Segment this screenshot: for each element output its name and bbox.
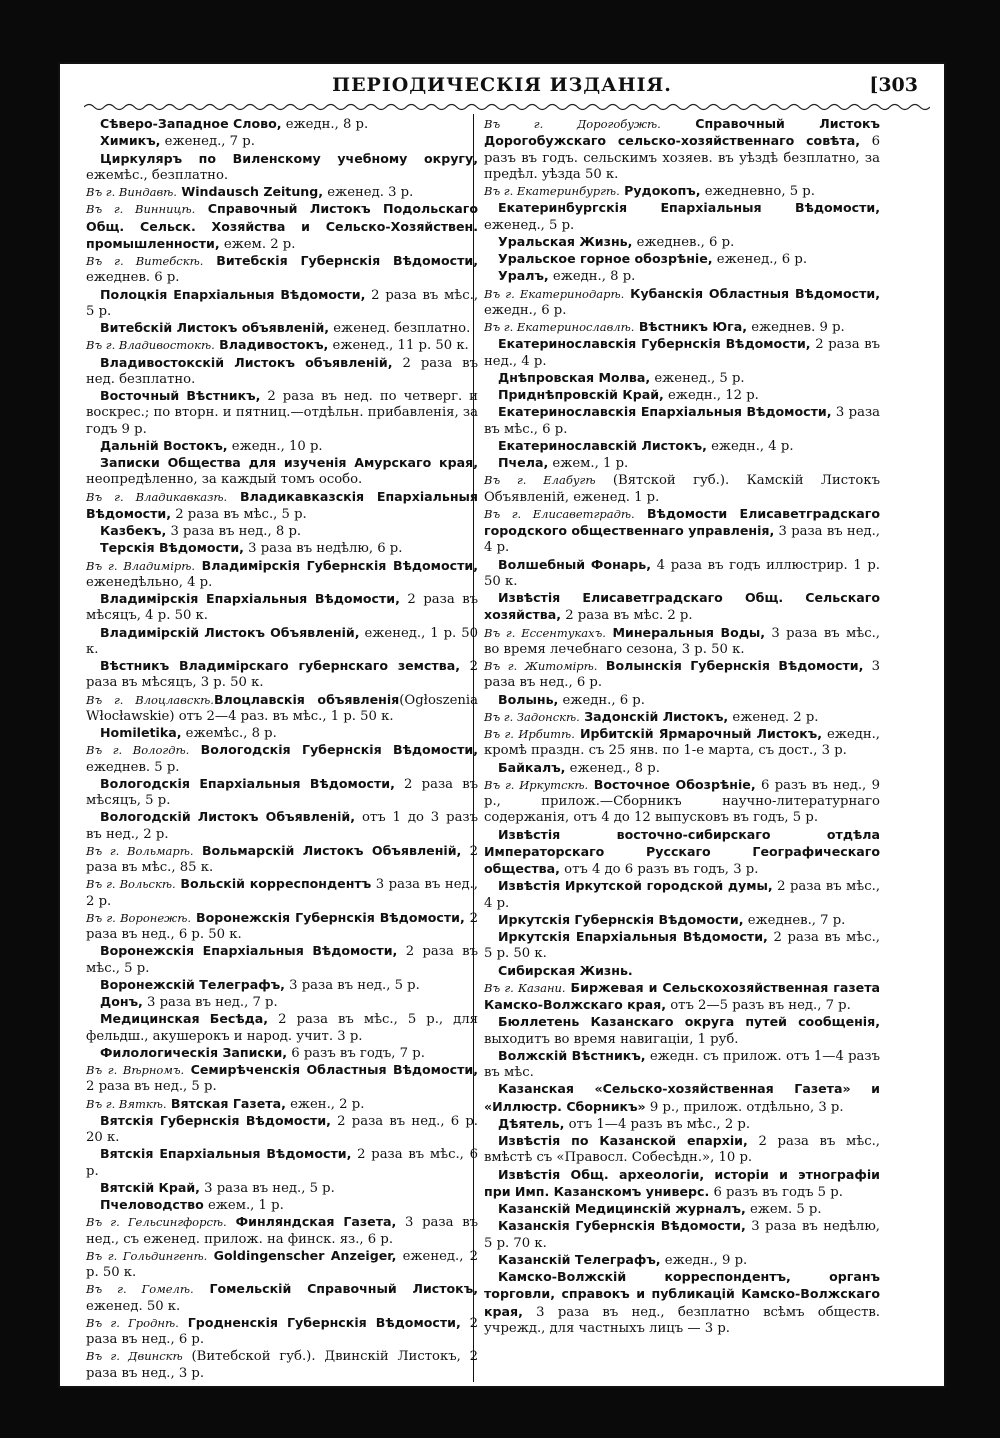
- periodical-entry: [86, 1281, 478, 1315]
- periodical-entry: [86, 151, 478, 185]
- city-label: Въ г. Гроднѣ.: [86, 1315, 179, 1330]
- periodical-title: Витебскія Губернскія Вѣдомости,: [203, 253, 478, 268]
- periodical-details: 3 раза въ нед., 2 р.: [86, 877, 478, 909]
- periodical-entry: [86, 438, 478, 455]
- city-label: Въ г. Владивостокѣ.: [86, 338, 215, 353]
- periodical-title: Восточный Вѣстникъ,: [100, 388, 261, 403]
- periodical-details: ежедн., 4 р.: [706, 438, 794, 454]
- periodical-details: 3 раза въ недѣлю, 5 р. 70 к.: [484, 1219, 880, 1251]
- city-label: Въ г. Ирбитѣ.: [484, 727, 575, 741]
- periodical-entry: [86, 843, 478, 877]
- periodical-title: Пчела,: [498, 455, 549, 470]
- page-title: ПЕРІОДИЧЕСКІЯ ИЗДАНІЯ.: [332, 74, 672, 96]
- periodical-title: Казанскія Губернскія Вѣдомости,: [498, 1218, 746, 1234]
- periodical-details: 2 раза въ нед., 6 р. 20 к.: [86, 1113, 478, 1145]
- periodical-details: еженед., 5 р.: [484, 217, 575, 233]
- periodical-details: неопредѣленно, за каждый томъ особо.: [86, 472, 363, 488]
- periodical-entry: [484, 590, 880, 625]
- periodical-title: Екатеринославскія Епархіальныя Вѣдомости,: [498, 404, 832, 420]
- periodical-title: Восточное Обозрѣніе,: [588, 776, 756, 792]
- periodical-title: Сибирская Жизнь.: [498, 962, 633, 978]
- periodical-entry: [86, 725, 478, 742]
- periodical-details: ежем., 1 р.: [548, 456, 629, 471]
- periodical-title: Вѣстникъ Владимірскаго губернскаго земства,: [100, 658, 460, 673]
- city-label: Въ г. Казани.: [484, 980, 566, 995]
- city-label: Въ г. Ессентукахъ.: [484, 625, 606, 640]
- periodical-details: еженедѣльно, 4 р.: [86, 574, 213, 590]
- periodical-details: ежедн., 6 р.: [484, 302, 567, 318]
- city-label: Въ г. Гомелѣ.: [86, 1282, 194, 1297]
- periodical-title: Рудокопъ,: [619, 183, 701, 198]
- periodical-details: отъ 1 до 3 разъ въ нед., 2 р.: [86, 810, 479, 842]
- periodical-details: 3 раза въ нед., 7 р.: [142, 995, 278, 1010]
- periodical-details: ежем. 5 р.: [745, 1202, 822, 1217]
- periodical-title: Вологодскій Листокъ Объявленій,: [100, 809, 356, 825]
- periodical-entry: [484, 286, 880, 320]
- periodical-title: Дальній Востокъ,: [100, 437, 228, 453]
- periodical-title: Витебскій Листокъ объявленій,: [100, 320, 330, 335]
- periodical-details: ежедн., 8 р.: [281, 117, 369, 132]
- periodical-title: Химикъ,: [100, 133, 161, 149]
- periodical-details: 9 р., прилож. отдѣльно, 3 р.: [645, 1099, 844, 1115]
- periodical-details: ежем., 1 р.: [203, 1198, 284, 1213]
- periodical-entry: [484, 370, 880, 387]
- periodical-entry: [86, 910, 478, 944]
- city-label: Въ г. Влоцлавскѣ.: [86, 692, 214, 707]
- periodical-entry: [86, 1248, 478, 1282]
- periodical-title: Владивостокъ,: [214, 337, 329, 353]
- periodical-entry: [484, 827, 880, 879]
- periodical-entry: [484, 1133, 880, 1167]
- periodical-title: Homiletika,: [100, 725, 182, 740]
- periodical-details: 2 раза въ нед., 5 р.: [86, 1079, 217, 1095]
- periodical-entry: [86, 201, 478, 253]
- periodical-entry: [484, 404, 880, 438]
- periodical-entry: [86, 558, 478, 592]
- periodical-title: Донъ,: [100, 994, 143, 1009]
- periodical-details: 2 раза въ мѣс., 5 р., для фельдш., акушерокъ и народ. учит. 3 р.: [86, 1012, 478, 1044]
- periodical-title: Справочный Листокъ Подольскаго Общ. Сельск. Хозяйства и Сельско-Хозяйствен. промышленности,: [86, 201, 478, 251]
- periodical-entry: [484, 1252, 880, 1269]
- periodical-title: Вольмарскій Листокъ Объявленій,: [193, 842, 462, 858]
- periodical-title: Вѣстникъ Юга,: [634, 319, 748, 334]
- right-column: [484, 116, 880, 1337]
- periodical-entry: [86, 625, 478, 659]
- city-label: Въ г. Вольскѣ.: [86, 877, 176, 892]
- periodical-entry: [484, 1081, 880, 1116]
- periodical-details: ежедн., 10 р.: [227, 438, 323, 454]
- periodical-title: Извѣстія Елисаветградскаго Общ. Сельскаго хозяйства,: [484, 590, 880, 623]
- periodical-entry: [86, 591, 478, 625]
- periodical-title: Windausch Zeitung,: [176, 184, 324, 199]
- city-label: Въ г. Виндавѣ.: [86, 185, 177, 199]
- periodical-details: еженед. безплатно.: [329, 321, 471, 336]
- periodical-entry: [484, 200, 880, 234]
- periodical-title: Волынскія Губернскія Вѣдомости,: [597, 658, 864, 673]
- periodical-entry: [86, 742, 478, 776]
- periodical-details: (Вятской губ.). Камскій Листокъ Объявленій, еженед. 1 р.: [484, 473, 880, 505]
- page-header: [60, 64, 944, 100]
- periodical-title: Иркутскія Епархіальныя Вѣдомости,: [498, 929, 768, 944]
- periodical-details: 6 разъ въ нед., 9 р., прилож.—Сборникъ научно-литературнаго содержанія, отъ 4 до 12 выпусковъ въ годъ, 5 р.: [484, 777, 880, 826]
- periodical-title: Владикавказскія Епархіальныя Вѣдомости,: [86, 488, 478, 521]
- periodical-title: Вятскія Губернскія Вѣдомости,: [100, 1112, 331, 1128]
- city-label: Въ г. Вяткѣ.: [86, 1096, 167, 1111]
- periodical-entry: [484, 980, 880, 1015]
- periodical-details: (Ogłoszenia Włocławskie) отъ 2—4 раз. въ мѣс., 1 р. 50 к.: [86, 692, 478, 724]
- periodical-entry: [86, 1197, 478, 1214]
- periodical-title: Извѣстія по Казанской епархіи,: [498, 1133, 748, 1148]
- periodical-details: 2 раза въ мѣс. 2 р.: [561, 608, 693, 624]
- periodical-entry: [484, 1116, 880, 1133]
- periodical-details: 2 раза въ мѣс., вмѣстѣ съ «Правосл. Собесѣдн.», 10 р.: [484, 1134, 881, 1166]
- periodical-details: еженед. 3 р.: [323, 185, 414, 200]
- periodical-entry: [86, 1146, 478, 1180]
- periodical-details: ежедн., 9 р.: [660, 1252, 748, 1268]
- periodical-title: Вятская Газета,: [166, 1095, 286, 1111]
- periodical-title: Гродненскія Губернскія Вѣдомости,: [178, 1314, 461, 1330]
- periodical-entry: [86, 116, 478, 133]
- city-label: Въ г. Двинскѣ: [86, 1349, 183, 1364]
- periodical-entry: [484, 506, 880, 557]
- periodical-title: Извѣстія Иркутской городской думы,: [498, 878, 773, 894]
- periodical-details: 3 раза въ нед., 6 р.: [484, 659, 880, 691]
- periodical-entry: [484, 387, 880, 404]
- periodical-entry: [86, 1214, 478, 1248]
- periodical-details: 3 раза въ нед., 5 р.: [199, 1180, 335, 1196]
- periodical-details: 2 раза въ нед., 6 р.: [86, 1315, 478, 1347]
- periodical-entry: [86, 355, 478, 389]
- periodical-title: Полоцкія Епархіальныя Вѣдомости,: [100, 286, 366, 302]
- periodical-details: ежедн., 6 р.: [558, 692, 645, 708]
- periodical-entry: [484, 234, 880, 251]
- periodical-entry: [484, 658, 880, 692]
- periodical-entry: [484, 1201, 880, 1218]
- periodical-entry: [86, 287, 478, 321]
- periodical-title: Сѣверо-Западное Слово,: [100, 116, 282, 131]
- periodical-title: Волшебный Фонарь,: [498, 556, 652, 572]
- periodical-entry: [86, 455, 478, 489]
- periodical-title: Екатеринославскія Губернскія Вѣдомости,: [498, 336, 811, 352]
- periodical-entry: [86, 184, 478, 201]
- periodical-entry: [86, 1348, 478, 1382]
- periodical-details: 2 раза въ мѣс., 5 р.: [171, 506, 307, 522]
- periodical-title: Уральское горное обозрѣніе,: [498, 251, 713, 266]
- periodical-details: еженед., 6 р.: [712, 252, 808, 267]
- periodical-title: Уралъ,: [498, 268, 549, 284]
- periodical-details: ежеднев., 6 р.: [632, 234, 735, 250]
- periodical-details: еженед. 50 к.: [86, 1298, 181, 1314]
- periodical-title: Казанскій Телеграфъ,: [498, 1251, 661, 1267]
- periodical-details: еженед., 2 р. 50 к.: [86, 1248, 478, 1280]
- periodical-details: ежеднев. 9 р.: [747, 320, 845, 335]
- periodical-entry: [484, 1167, 880, 1202]
- periodical-entry: [86, 1045, 478, 1062]
- periodical-details: ежеднев. 5 р.: [86, 759, 180, 775]
- periodical-entry: [484, 1269, 880, 1337]
- city-label: Въ г. Владимірѣ.: [86, 558, 196, 573]
- periodical-title: Казанская «Сельско-хозяйственная Газета» и «Иллюстр. Сборникъ»: [484, 1081, 880, 1114]
- periodical-details: еженед., 8 р.: [565, 760, 660, 776]
- periodical-title: Справочный Листокъ Дорогобужскаго сельско-хозяйственнаго совѣта,: [484, 116, 880, 149]
- periodical-entry: [484, 912, 880, 929]
- periodical-title: Записки Общества для изученія Амурскаго края,: [100, 455, 478, 470]
- periodical-details: еженед., 5 р.: [650, 370, 745, 386]
- periodical-details: ежемѣс., безплатно.: [86, 167, 229, 183]
- periodical-entry: [86, 388, 478, 438]
- periodical-entry: [86, 540, 478, 557]
- periodical-details: ежеднев., 7 р.: [743, 912, 846, 928]
- periodical-entry: [86, 1180, 478, 1197]
- periodical-details: ежен., 2 р.: [285, 1096, 365, 1112]
- periodical-details: ежедн., 12 р.: [663, 388, 759, 403]
- periodical-title: Финляндская Газета,: [226, 1214, 397, 1230]
- periodical-details: 2 раза въ нед., 4 р.: [484, 337, 881, 369]
- periodical-entry: [484, 963, 880, 980]
- page-sheet: [58, 62, 946, 1388]
- periodical-title: Воронежскія Губернскія Вѣдомости,: [191, 909, 465, 925]
- city-label: Въ г. Гельсингфорсѣ.: [86, 1215, 227, 1230]
- periodical-details: 3 раза въ мѣс., во время лечебнаго сезона, 3 р. 50 к.: [484, 625, 880, 657]
- periodical-title: Влоцлавскія объявленія: [213, 691, 400, 707]
- periodical-entry: [484, 319, 880, 336]
- periodical-title: Казбекъ,: [100, 523, 167, 538]
- page-number: [303: [869, 74, 918, 96]
- periodical-title: Вятскій Край,: [100, 1179, 200, 1195]
- periodical-details: 6 разъ въ годъ 5 р.: [709, 1184, 843, 1200]
- periodical-details: выходитъ во время навигаціи, 1 руб.: [484, 1031, 739, 1047]
- periodical-title: Камско-Волжскій корреспондентъ, органъ торговли, справокъ и публикацій Камско-Волжскаго края,: [484, 1269, 880, 1319]
- periodical-details: (Витебской губ.). Двинскій Листокъ, 2 раза въ нед., 3 р.: [86, 1349, 479, 1381]
- periodical-title: Владивостокскій Листокъ объявленій,: [100, 354, 393, 370]
- periodical-entry: [484, 1014, 880, 1048]
- city-label: Въ г. Гольдингенѣ.: [86, 1248, 208, 1263]
- periodical-entry: [86, 320, 478, 337]
- periodical-entry: [484, 336, 880, 370]
- periodical-entry: [484, 692, 880, 709]
- periodical-title: Воронежскія Епархіальныя Вѣдомости,: [100, 943, 398, 959]
- periodical-details: 3 раза въ нед., 4 р.: [484, 524, 880, 556]
- periodical-entry: [86, 994, 478, 1011]
- periodical-title: Приднѣпровскій Край,: [498, 387, 664, 402]
- periodical-title: Минеральныя Воды,: [605, 624, 766, 640]
- periodical-title: Екатеринбургскія Епархіальныя Вѣдомости,: [498, 200, 880, 216]
- periodical-details: 3 раза въ мѣс., 6 р.: [484, 405, 881, 437]
- periodical-entry: [86, 809, 478, 843]
- periodical-entry: [484, 709, 880, 726]
- periodical-title: Вѣдомости Елисаветградскаго городского общественнаго управленія,: [484, 505, 880, 538]
- periodical-title: Бюллетень Казанскаго округа путей сообщенія,: [498, 1014, 880, 1030]
- periodical-title: Волжскій Вѣстникъ,: [498, 1047, 646, 1063]
- periodical-title: Вольскій корреспондентъ: [175, 876, 372, 892]
- periodical-details: 2 раза въ мѣсяцъ, 3 р. 50 к.: [86, 659, 478, 691]
- periodical-title: Вологодскія Епархіальныя Вѣдомости,: [100, 775, 395, 791]
- periodical-entry: [484, 183, 880, 200]
- periodical-details: 3 раза въ нед., съ еженед. прилож. на финск. яз., 6 р.: [86, 1215, 479, 1247]
- periodical-details: 6 разъ въ годъ. сельскимъ хозяев. въ уѣздѣ безплатно, за предѣл. уѣзда 50 к.: [484, 134, 880, 182]
- periodical-entry: [86, 1113, 478, 1147]
- periodical-entry: [484, 438, 880, 455]
- periodical-details: 3 раза въ нед., безплатно всѣмъ обществ. учрежд., для частныхъ лицъ — 3 р.: [484, 1304, 880, 1336]
- periodical-title: Владимірскія Губернскія Вѣдомости,: [195, 557, 478, 573]
- city-label: Въ г. Витебскѣ.: [86, 254, 204, 268]
- periodical-entry: [86, 1096, 478, 1113]
- periodical-title: Циркуляръ по Виленскому учебному округу,: [100, 150, 478, 166]
- periodical-details: отъ 4 до 6 разъ въ годъ, 3 р.: [559, 862, 759, 877]
- periodical-title: Воронежскій Телеграфъ,: [100, 976, 285, 992]
- periodical-entry: [484, 251, 880, 268]
- periodical-details: отъ 1—4 разъ въ мѣс., 2 р.: [564, 1116, 751, 1132]
- periodical-details: 2 раза въ мѣс., 4 р.: [484, 879, 881, 911]
- periodical-details: ежедневно, 5 р.: [700, 184, 815, 199]
- periodical-title: Гомельскій Справочный Листокъ,: [193, 1281, 478, 1297]
- periodical-entry: [86, 253, 478, 287]
- periodical-details: ежем. 2 р.: [219, 236, 296, 252]
- city-label: Въ г. Екатеринославлѣ.: [484, 320, 635, 334]
- periodical-entry: [484, 726, 880, 760]
- periodical-details: 4 раза въ годъ иллюстрир. 1 р. 50 к.: [484, 557, 880, 589]
- periodical-entry: [86, 776, 478, 810]
- periodical-entry: [86, 337, 478, 354]
- periodical-details: 2 раза въ мѣс., 5 р.: [86, 944, 478, 976]
- periodical-details: еженед., 7 р.: [160, 134, 255, 150]
- periodical-title: Терскія Вѣдомости,: [100, 540, 244, 556]
- periodical-title: Иркутскія Губернскія Вѣдомости,: [498, 911, 744, 927]
- periodical-details: 2 раза въ мѣс., 5 р. 50 к.: [484, 930, 880, 962]
- periodical-title: Екатеринославскій Листокъ,: [498, 437, 707, 453]
- city-label: Въ г. Владикавказѣ.: [86, 489, 228, 504]
- periodical-entry: [484, 1048, 880, 1082]
- periodical-details: ежеднев. 6 р.: [86, 270, 180, 286]
- periodical-entry: [484, 116, 880, 183]
- periodical-title: Владимірскія Епархіальныя Вѣдомости,: [100, 591, 400, 606]
- city-label: Въ г. Екатеринбургѣ.: [484, 184, 620, 198]
- periodical-entry: [484, 878, 880, 912]
- city-label: Въ г. Екатеринодарѣ.: [484, 286, 625, 301]
- periodical-title: Владимірскій Листокъ Объявленій,: [100, 624, 360, 640]
- periodical-entry: [86, 133, 478, 150]
- periodical-details: отъ 2—5 разъ въ нед., 7 р.: [666, 998, 851, 1013]
- city-label: Въ г. Иркутскѣ.: [484, 777, 589, 792]
- periodical-title: Вятскія Епархіальныя Вѣдомости,: [100, 1146, 352, 1162]
- periodical-entry: [86, 977, 478, 994]
- periodical-entry: [484, 929, 880, 963]
- periodical-details: 2 раза въ мѣсяцъ, 5 р.: [86, 776, 479, 808]
- periodical-entry: [484, 455, 880, 472]
- periodical-title: Днѣпровская Молва,: [498, 369, 651, 385]
- city-label: Въ г. Житомірѣ.: [484, 659, 598, 673]
- city-label: Въ г. Вольмарѣ.: [86, 843, 194, 858]
- periodical-entry: [484, 1218, 880, 1252]
- periodical-entry: [484, 777, 880, 827]
- left-column: [86, 116, 478, 1382]
- periodical-entry: [484, 557, 880, 591]
- periodical-details: ежемѣс., 8 р.: [181, 726, 277, 741]
- periodical-entry: [86, 876, 478, 910]
- periodical-entry: [86, 489, 478, 524]
- periodical-title: Биржевая и Сельскохозяйственная газета Камско-Волжскаго края,: [484, 979, 880, 1012]
- city-label: Въ г. Вѣрномъ.: [86, 1063, 185, 1077]
- periodical-entry: [86, 1062, 478, 1096]
- periodical-details: 3 раза въ нед., 5 р.: [284, 977, 420, 993]
- periodical-title: Извѣстія Общ. археологіи, исторіи и этнографіи при Имп. Казанскомъ универс.: [484, 1166, 880, 1199]
- city-label: Въ г. Задонскѣ.: [484, 709, 580, 724]
- periodical-details: ежедн., 8 р.: [548, 269, 636, 285]
- periodical-entry: [484, 625, 880, 659]
- periodical-title: Дѣятель,: [498, 1115, 565, 1131]
- periodical-title: Казанскій Медицинскій журналъ,: [498, 1201, 746, 1216]
- periodical-title: Байкалъ,: [498, 759, 566, 775]
- periodical-entry: [86, 692, 478, 726]
- periodical-entry: [484, 268, 880, 285]
- periodical-entry: [484, 760, 880, 777]
- city-label: Въ г. Дорогобужѣ.: [484, 117, 661, 131]
- periodical-title: Волынь,: [498, 691, 559, 707]
- periodical-title: Goldingenscher Anzeiger,: [207, 1247, 397, 1263]
- periodical-details: 2 раза въ мѣс., 5 р.: [86, 287, 479, 319]
- periodical-entry: [86, 523, 478, 540]
- city-label: Въ г. Елабугѣ: [484, 473, 596, 488]
- periodical-entry: [86, 1011, 478, 1045]
- periodical-title: Медицинская Бесѣда,: [100, 1011, 269, 1027]
- periodical-details: 6 разъ въ годъ, 7 р.: [287, 1045, 425, 1061]
- periodical-entry: [484, 472, 880, 506]
- periodical-title: Кубанскія Областныя Вѣдомости,: [624, 285, 880, 301]
- periodical-title: Извѣстія восточно-сибирскаго отдѣла Императорскаго Русскаго Географическаго общества,: [484, 826, 880, 876]
- periodical-details: 2 раза въ мѣсяцъ, 4 р. 50 к.: [86, 592, 479, 624]
- periodical-title: Вологодскія Губернскія Вѣдомости,: [189, 742, 478, 758]
- city-label: Въ г. Вологдѣ.: [86, 743, 190, 758]
- city-label: Въ г. Воронежѣ.: [86, 910, 192, 925]
- periodical-title: Семирѣченскія Областныя Вѣдомости,: [184, 1062, 478, 1077]
- decorative-rule: [84, 102, 930, 112]
- periodical-details: еженед., 11 р. 50 к.: [328, 338, 469, 354]
- city-label: Въ г. Елисаветградѣ.: [484, 506, 635, 521]
- periodical-details: 3 раза въ недѣлю, 6 р.: [243, 541, 403, 557]
- periodical-entry: [86, 658, 478, 692]
- city-label: Въ г. Винницѣ.: [86, 202, 196, 217]
- periodical-details: 2 раза въ мѣс., 85 к.: [86, 843, 478, 875]
- periodical-entry: [86, 1315, 478, 1349]
- periodical-details: ежедн. съ прилож. отъ 1—4 разъ въ мѣс.: [484, 1048, 880, 1080]
- wavy-line-icon: [84, 102, 930, 112]
- periodical-title: Ирбитскій Ярмарочный Листокъ,: [574, 726, 823, 741]
- periodical-title: Филологическія Записки,: [100, 1044, 288, 1060]
- periodical-title: Уральская Жизнь,: [498, 233, 633, 249]
- periodical-title: Задонскій Листокъ,: [579, 708, 729, 724]
- periodical-details: 2 раза въ мѣс., 6 р.: [86, 1147, 478, 1179]
- periodical-details: ежедн., кромѣ праздн. съ 25 янв. по 1-е марта, съ дост., 3 р.: [484, 727, 880, 759]
- periodical-details: 2 раза въ нед. безплатно.: [86, 355, 478, 387]
- periodical-details: еженед. 2 р.: [728, 709, 819, 725]
- periodical-details: 3 раза въ нед., 8 р.: [166, 524, 302, 539]
- periodical-details: 2 раза въ нед. по четверг. и воскрес.; по вторн. и пятниц.—отдѣльн. прибавленія, за годъ 9 р.: [86, 389, 478, 437]
- periodical-details: 2 раза въ нед., 6 р. 50 к.: [86, 910, 478, 942]
- periodical-title: Пчеловодство: [100, 1197, 204, 1212]
- periodical-entry: [86, 943, 478, 977]
- periodical-details: еженед., 1 р. 50 к.: [86, 625, 478, 657]
